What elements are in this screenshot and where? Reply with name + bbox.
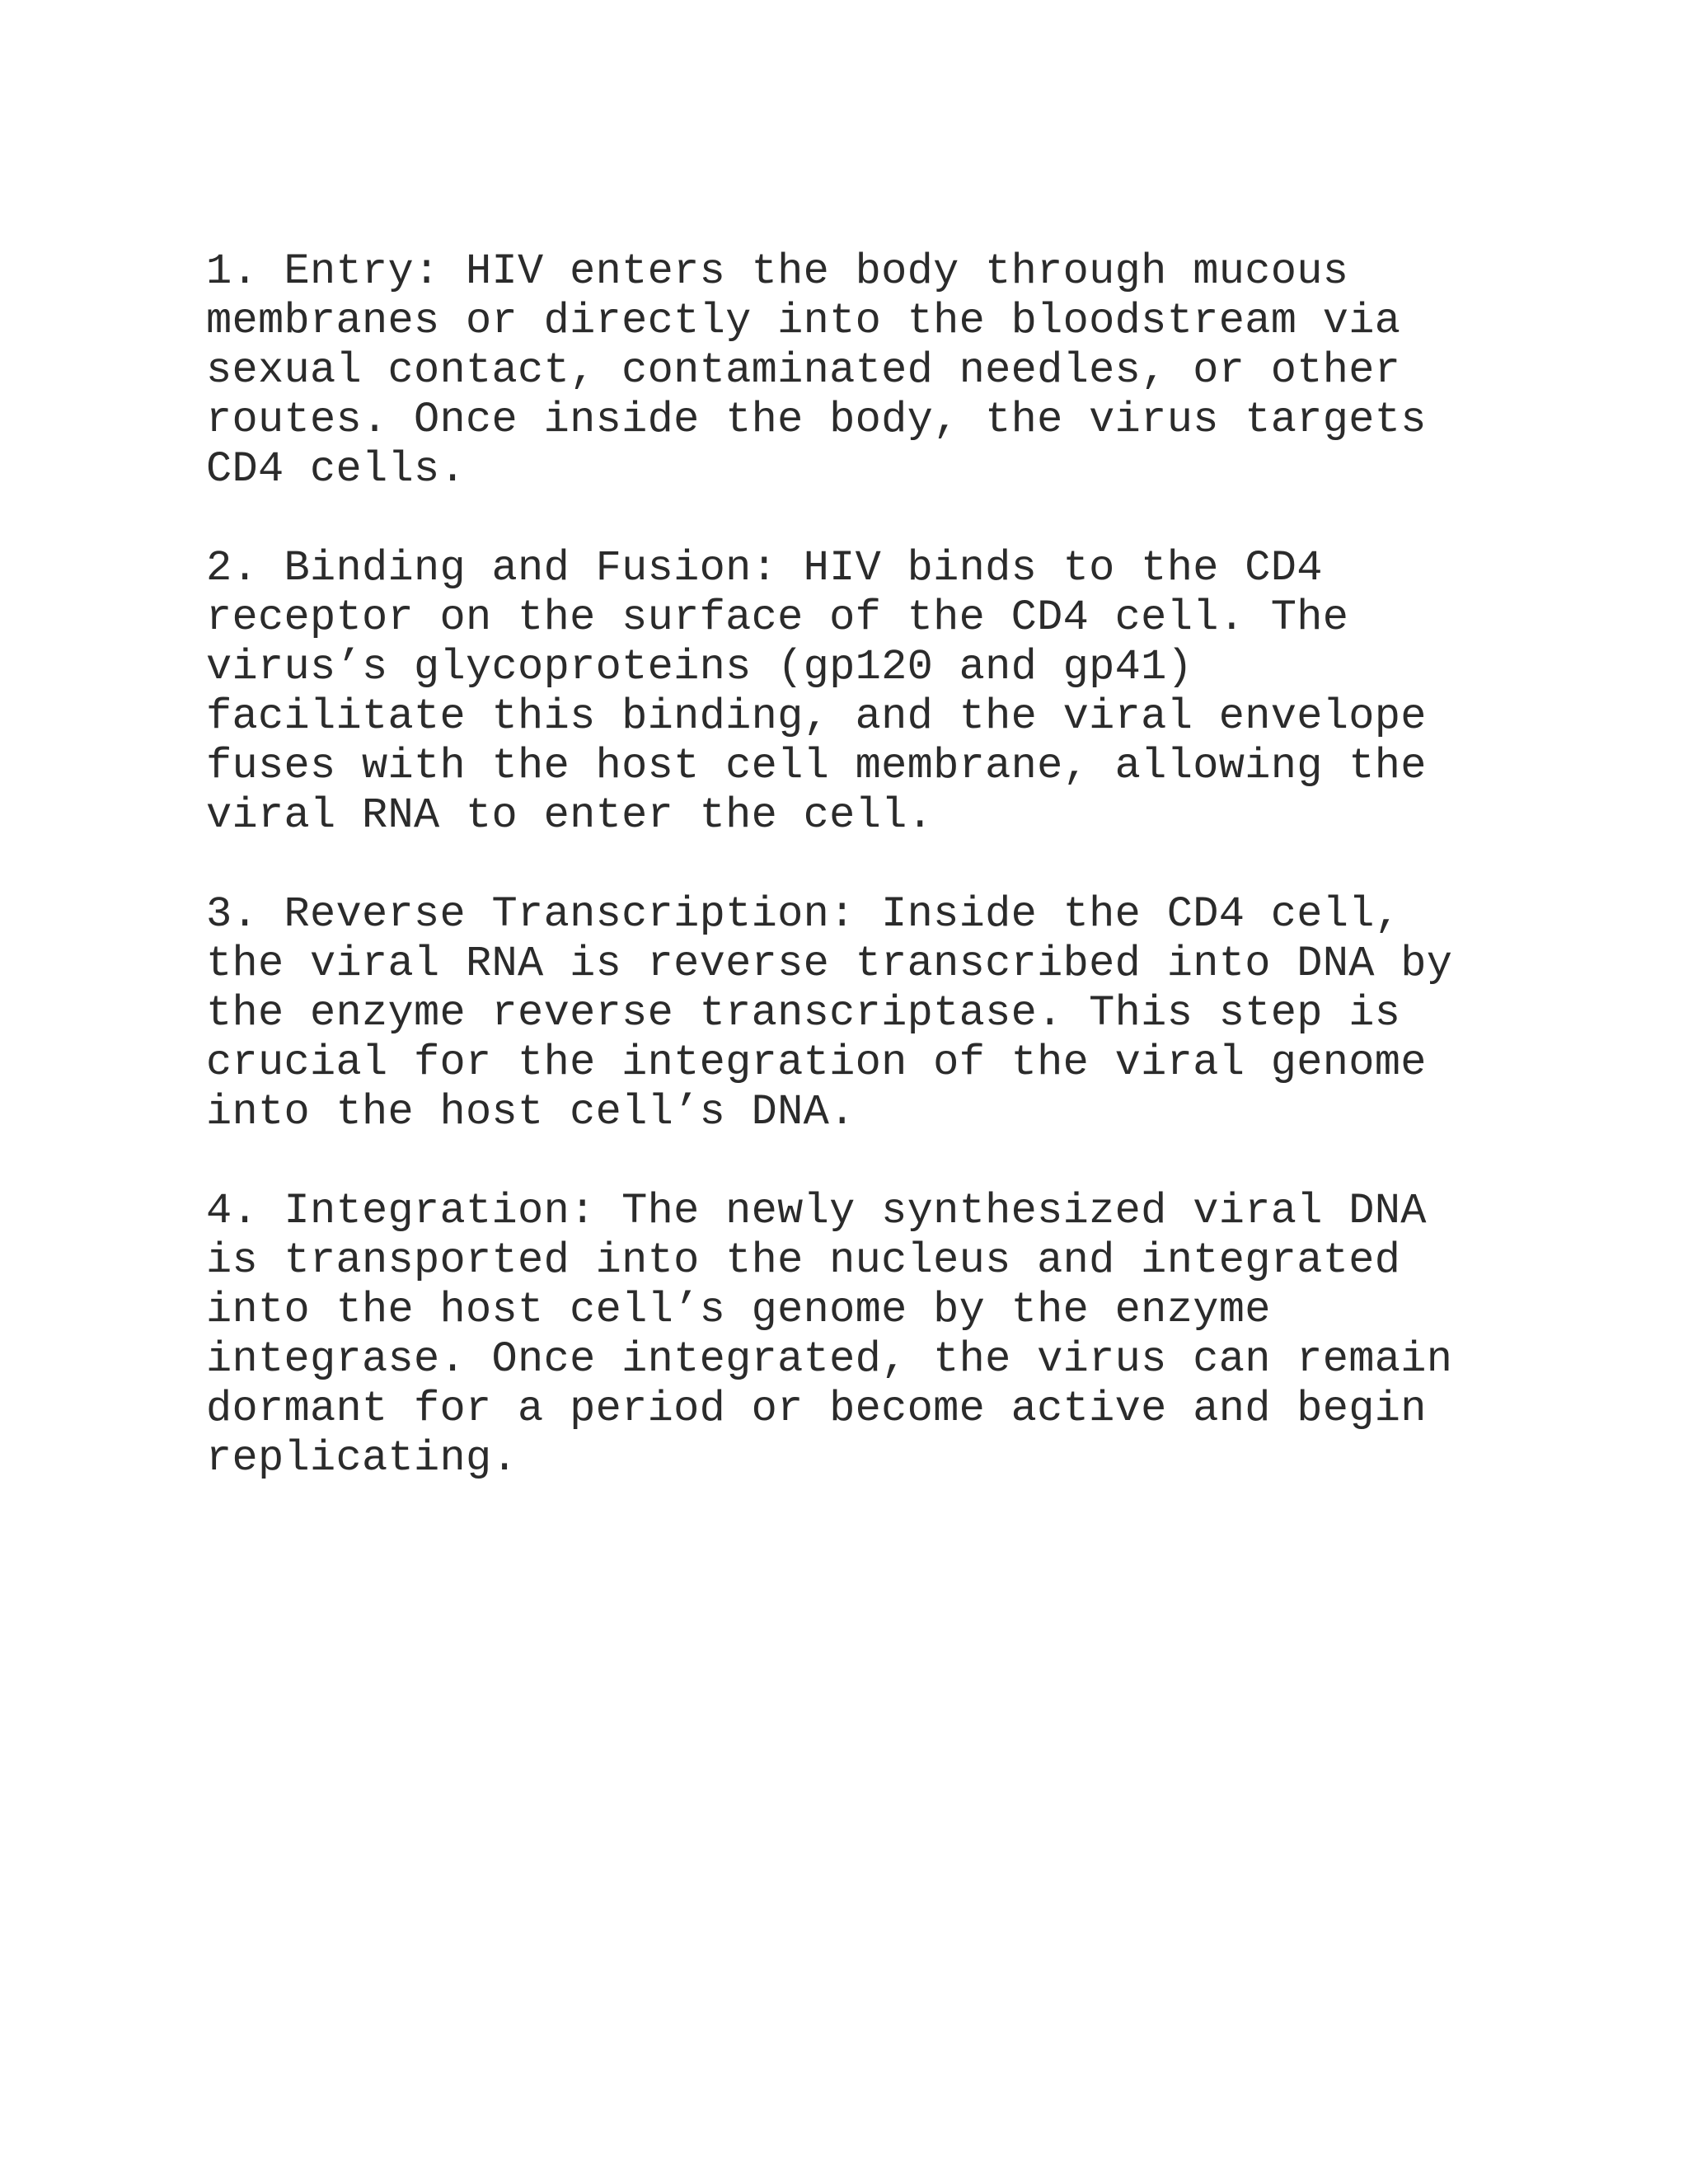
paragraph-line: dormant for a period or become active and begin bbox=[206, 1385, 1427, 1433]
paragraph-line: replicating. bbox=[206, 1434, 518, 1483]
paragraph-line: CD4 cells. bbox=[206, 445, 467, 494]
paragraph-line: facilitate this binding, and the viral envelope bbox=[206, 692, 1427, 741]
paragraph-line: into the host cell’s genome by the enzyme bbox=[206, 1286, 1271, 1334]
paragraph-line: the viral RNA is reverse transcribed into DNA by bbox=[206, 940, 1453, 988]
paragraph-line: sexual contact, contaminated needles, or other bbox=[206, 346, 1401, 395]
paragraph-line: is transported into the nucleus and integrated bbox=[206, 1236, 1401, 1285]
paragraph-line: 3. Reverse Transcription: Inside the CD4 cell, bbox=[206, 890, 1401, 939]
paragraph-line: integrase. Once integrated, the virus can remain bbox=[206, 1335, 1453, 1384]
paragraph-reverse-transcription bbox=[206, 890, 1525, 1137]
paragraph-line: 2. Binding and Fusion: HIV binds to the CD4 bbox=[206, 544, 1323, 593]
paragraph-line: routes. Once inside the body, the virus targets bbox=[206, 396, 1427, 444]
paragraph-integration bbox=[206, 1187, 1525, 1483]
document-body bbox=[206, 247, 1525, 1533]
paragraph-line: viral RNA to enter the cell. bbox=[206, 791, 934, 840]
paragraph-line: the enzyme reverse transcriptase. This step is bbox=[206, 989, 1401, 1038]
paragraph-line: into the host cell’s DNA. bbox=[206, 1088, 856, 1137]
paragraph-line: membranes or directly into the bloodstream via bbox=[206, 297, 1401, 345]
paragraph-line: crucial for the integration of the viral genome bbox=[206, 1038, 1427, 1087]
paragraph-line: virus’s glycoproteins (gp120 and gp41) bbox=[206, 643, 1193, 691]
paragraph-line: 1. Entry: HIV enters the body through mucous bbox=[206, 247, 1349, 296]
paragraph-entry bbox=[206, 247, 1525, 494]
paragraph-line: fuses with the host cell membrane, allowing the bbox=[206, 742, 1427, 790]
paragraph-line: receptor on the surface of the CD4 cell. The bbox=[206, 593, 1349, 642]
paragraph-binding-fusion bbox=[206, 544, 1525, 841]
paragraph-line: 4. Integration: The newly synthesized viral DNA bbox=[206, 1187, 1427, 1235]
